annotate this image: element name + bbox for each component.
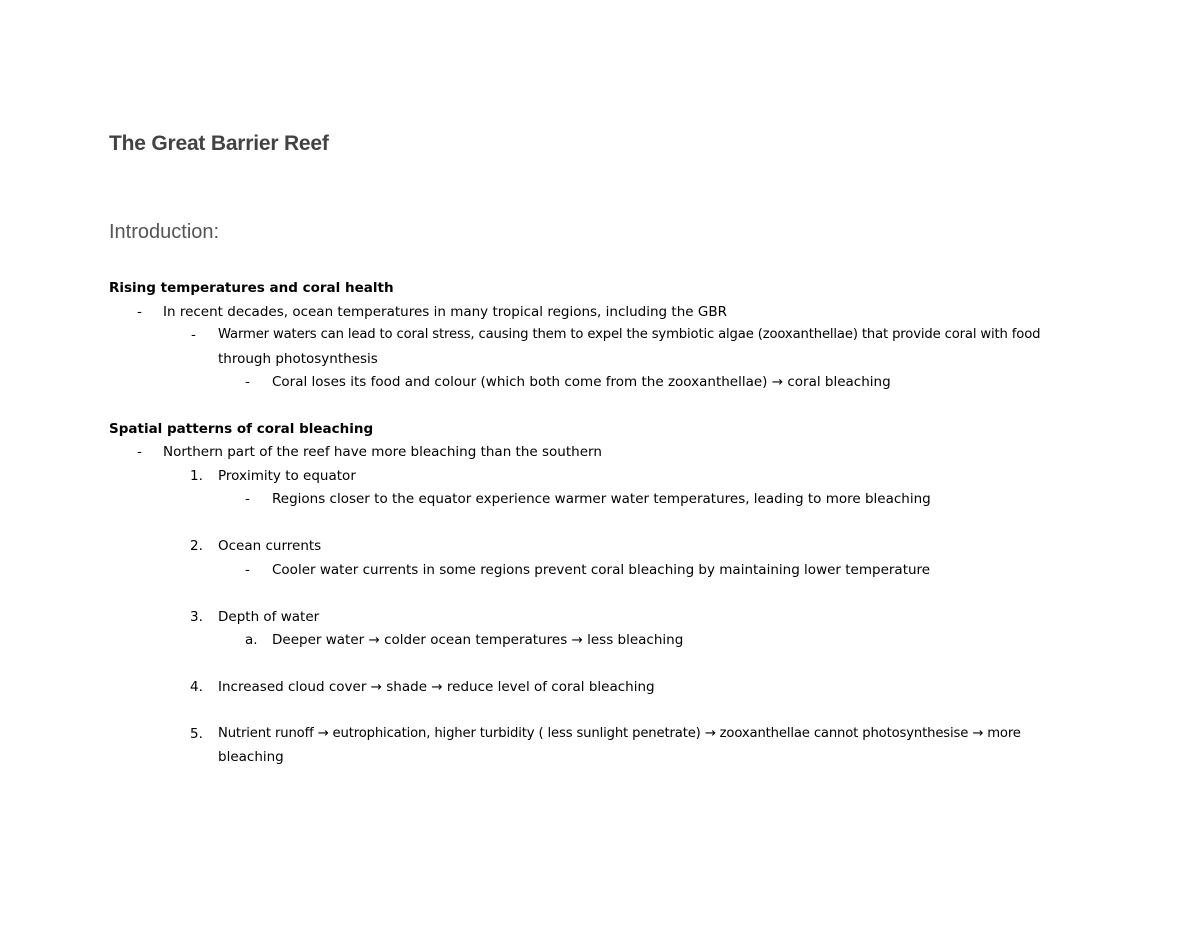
numbered-item: Depth of water	[218, 609, 320, 625]
subsection-heading-spatial-patterns: Spatial patterns of coral bleaching	[109, 421, 374, 437]
list-number: 4.	[190, 679, 203, 695]
numbered-item-continuation: bleaching	[218, 749, 284, 765]
subsection-heading-rising-temperatures: Rising temperatures and coral health	[109, 280, 394, 296]
list-number: 2.	[190, 538, 203, 554]
numbered-item: Proximity to equator	[218, 468, 356, 484]
numbered-item: Increased cloud cover → shade → reduce level of coral bleaching	[218, 679, 655, 695]
numbered-item: Ocean currents	[218, 538, 322, 554]
list-item: Northern part of the reef have more bleaching than the southern	[163, 444, 602, 460]
bullet-dash: -	[245, 374, 250, 390]
sub-item: Regions closer to the equator experience warmer water temperatures, leading to more bleaching	[272, 491, 931, 507]
document-title: The Great Barrier Reef	[109, 132, 329, 155]
list-item: In recent decades, ocean temperatures in many tropical regions, including the GBR	[163, 304, 727, 320]
bullet-dash: -	[137, 444, 142, 460]
bullet-dash: -	[245, 562, 250, 578]
list-item: Coral loses its food and colour (which both come from the zooxanthellae) → coral bleaching	[272, 374, 891, 390]
list-number: 5.	[190, 726, 203, 742]
bullet-dash: -	[191, 327, 196, 343]
list-item: Warmer waters can lead to coral stress, causing them to expel the symbiotic algae (zooxanthellae) that provide coral with food	[218, 327, 1041, 342]
bullet-dash: -	[137, 304, 142, 320]
list-item-continuation: through photosynthesis	[218, 351, 378, 367]
sub-item: Cooler water currents in some regions prevent coral bleaching by maintaining lower temperature	[272, 562, 931, 578]
numbered-item: Nutrient runoff → eutrophication, higher turbidity ( less sunlight penetrate) → zooxanthellae cannot photosynthesise → more	[218, 726, 1021, 741]
section-heading: Introduction:	[109, 221, 220, 243]
list-letter: a.	[245, 632, 258, 648]
sub-item: Deeper water → colder ocean temperatures → less bleaching	[272, 632, 684, 648]
bullet-dash: -	[245, 491, 250, 507]
list-number: 3.	[190, 609, 203, 625]
list-number: 1.	[190, 468, 203, 484]
